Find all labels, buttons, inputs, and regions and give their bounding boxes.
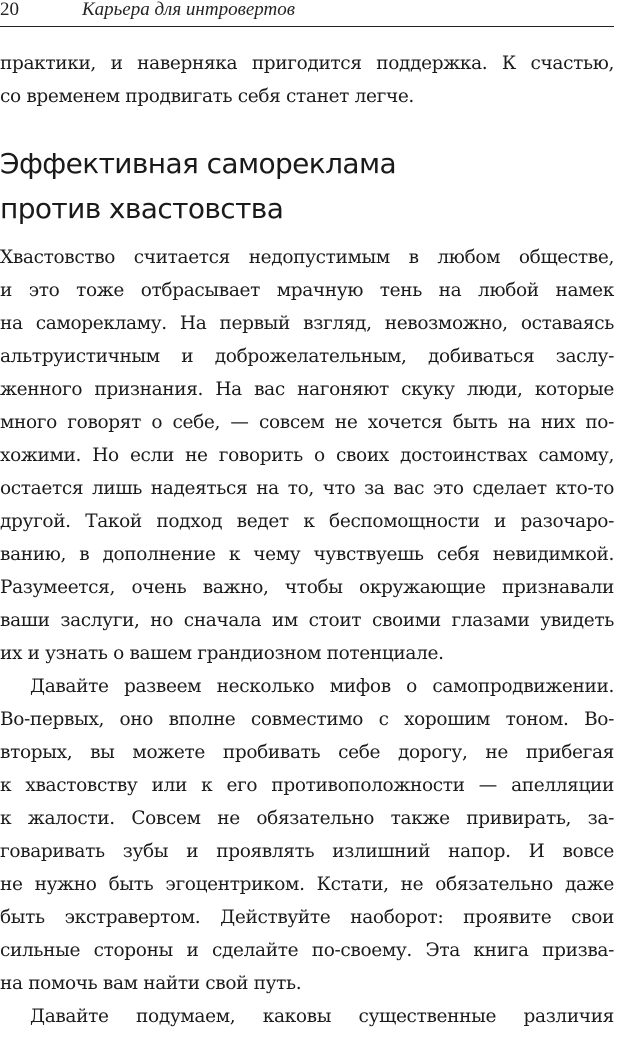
body-line: со временем продвигать себя станет легче. — [0, 86, 414, 107]
body-line: вторых, вы можете пробивать себе дорогу, не прибегая — [0, 742, 614, 763]
body-line: Во-первых, оно вполне совместимо с хорошим тоном. Во- — [0, 709, 614, 730]
body-line: хожими. Но если не говорить о своих достоинствах самому, — [0, 445, 614, 466]
body-line: и это тоже отбрасывает мрачную тень на любой намек — [0, 280, 614, 301]
body-line: на саморекламу. На первый взгляд, невозможно, оставаясь — [0, 313, 614, 334]
body-line: много говорят о себе, — совсем не хочется быть на них по- — [0, 412, 614, 433]
running-head — [0, 0, 614, 27]
body-line: на помочь вам найти свой путь. — [0, 973, 302, 994]
body-line: Давайте подумаем, каковы существенные различия — [30, 1006, 614, 1027]
body-line: другой. Такой подход ведет к беспомощности и разочаро- — [0, 511, 614, 532]
body-line: Давайте развеем несколько мифов о самопродвижении. — [30, 676, 614, 697]
body-line: остается лишь надеяться на то, что за вас это сделает кто-то — [0, 478, 614, 499]
body-line: ваши заслуги, но сначала им стоит своими глазами увидеть — [0, 610, 614, 631]
body-line: практики, и наверняка пригодится поддержка. К счастью, — [0, 53, 614, 74]
body-line: Разумеется, очень важно, чтобы окружающие признавали — [0, 577, 614, 598]
body-line: не нужно быть эгоцентриком. Кстати, не обязательно даже — [0, 874, 614, 895]
body-line: женного признания. На вас нагоняют скуку люди, которые — [0, 379, 614, 400]
body-line: их и узнать о вашем грандиозном потенциале. — [0, 643, 444, 664]
section-heading-line-2: против хвастовства — [0, 192, 284, 225]
body-line: говаривать зубы и проявлять излишний напор. И вовсе — [0, 841, 614, 862]
book-title: Карьера для интровертов — [82, 0, 295, 20]
body-line: ванию, в дополнение к чему чувствуешь себя невидимкой. — [0, 544, 614, 565]
section-heading-line-1: Эффективная самореклама — [0, 147, 397, 180]
body-line: сильные стороны и сделайте по-своему. Эта книга призва- — [0, 940, 614, 961]
body-line: альтруистичным и доброжелательным, добиваться заслу- — [0, 346, 614, 367]
page-number: 20 — [0, 0, 19, 20]
body-line: к жалости. Совсем не обязательно также привирать, за- — [0, 808, 614, 829]
body-line: Хвастовство считается недопустимым в любом обществе, — [0, 247, 614, 268]
body-line: быть экстравертом. Действуйте наоборот: проявите свои — [0, 907, 614, 928]
body-line: к хвастовству или к его противоположности — апелляции — [0, 775, 614, 796]
